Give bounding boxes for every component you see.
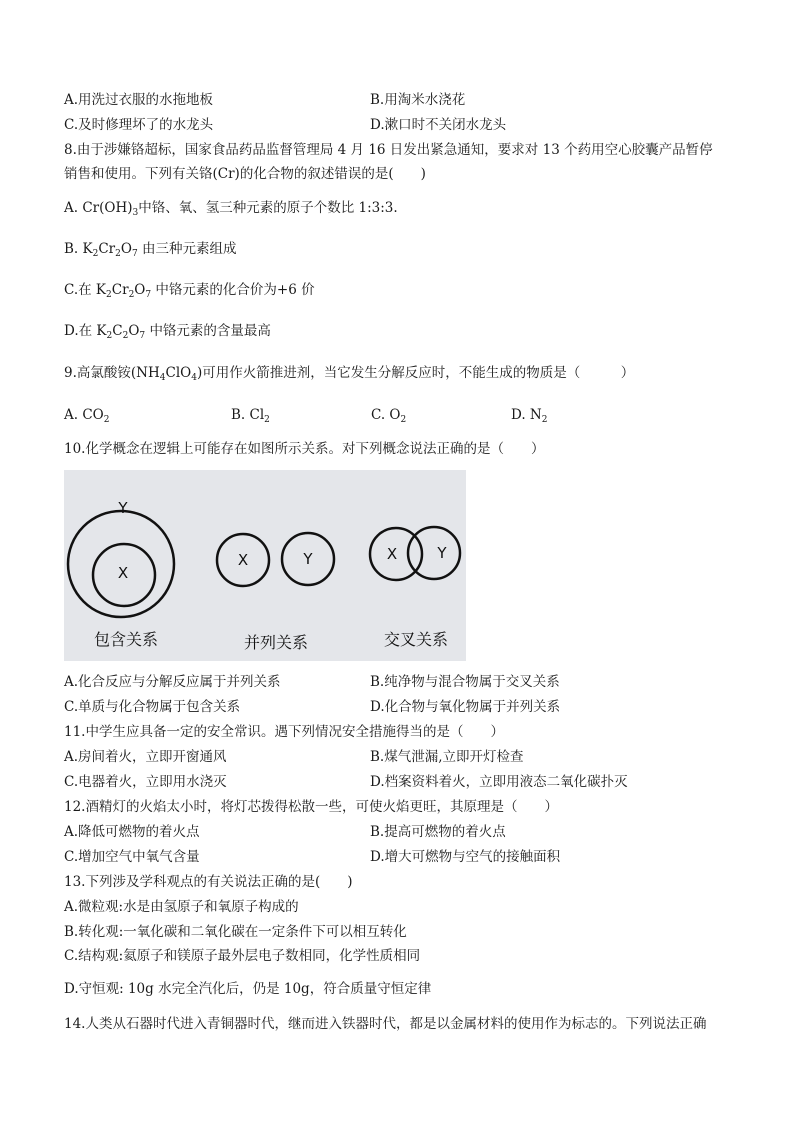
q7-option-d: D.漱口时不关闭水龙头 <box>370 117 507 133</box>
q10-option-c: C.单质与化合物属于包含关系 <box>64 699 241 715</box>
formula-part: O <box>128 323 140 339</box>
q9-option-d <box>511 406 547 424</box>
formula-part: C <box>112 323 123 339</box>
option-text: D. N <box>511 407 542 423</box>
q11-option-c: C.电器着火，立即用水浇灭 <box>64 774 227 790</box>
formula-part: Cr <box>98 241 116 257</box>
q7-option-a: A.用洗过衣服的水拖地板 <box>64 92 214 108</box>
option-text: C. O <box>371 407 401 423</box>
q13-option-a: A.微粒观:水是由氢原子和氧原子构成的 <box>64 899 299 915</box>
subscript: 2 <box>541 415 548 425</box>
concept-relationship-figure <box>64 470 466 661</box>
q11-option-a: A.房间着火，立即开窗通风 <box>64 749 227 765</box>
subscript: 7 <box>131 249 138 259</box>
q9-option-c <box>371 406 406 424</box>
q9-stem-pre: 9.高氯酸铵 <box>64 365 131 381</box>
q11-option-b: B.煤气泄漏,立即开灯检查 <box>370 749 524 765</box>
formula-part: D.在 K <box>64 323 107 339</box>
q12-option-c: C.增加空气中氧气含量 <box>64 849 200 865</box>
subscript: 2 <box>128 290 135 300</box>
formula-part: C.在 K <box>64 282 107 298</box>
cross-x-label: X <box>386 545 398 563</box>
q10-option-b: B.纯净物与混合物属于交叉关系 <box>370 674 560 690</box>
parallel-relation-label: 并列关系 <box>243 633 309 652</box>
formula-part: O <box>120 241 132 257</box>
q8-stem-line2: 销售和使用。下列有关铬(Cr)的化合物的叙述错误的是( ) <box>64 166 426 182</box>
subscript: 7 <box>145 290 152 300</box>
cross-circle-y <box>408 527 460 579</box>
subscript: 2 <box>400 415 407 425</box>
q8-stem-line1: 8.由于涉嫌铬超标，国家食品药品监督管理局 4 月 16 日发出紧急通知，要求对 13 个药用空心胶囊产品暂停 <box>64 142 713 158</box>
q11-option-d: D.档案资料着火，立即用液态二氧化碳扑灭 <box>370 774 628 790</box>
q8-option-b <box>64 240 236 258</box>
q12-stem: 12.酒精灯的火焰太小时，将灯芯拨得松散一些，可使火焰更旺，其原理是（ ） <box>64 799 558 815</box>
cross-relation-label: 交叉关系 <box>383 630 449 649</box>
subscript: 2 <box>106 331 113 341</box>
q13-stem: 13.下列涉及学科观点的有关说法正确的是( ) <box>64 874 353 890</box>
q8-b-text: 由三种元素组成 <box>141 241 237 257</box>
formula-part: B. K <box>64 241 93 257</box>
option-text: A. CO <box>64 407 104 423</box>
subscript: 2 <box>103 415 110 425</box>
q7-option-c: C.及时修理坏了的水龙头 <box>64 117 214 133</box>
contain-relation-label: 包含关系 <box>93 630 159 649</box>
q12-option-d: D.增大可燃物与空气的接触面积 <box>370 849 561 865</box>
subscript: 2 <box>264 415 270 425</box>
formula-part: Cr <box>111 282 129 298</box>
q12-option-b: B.提高可燃物的着火点 <box>370 824 506 840</box>
q8-a-formula: A. Cr(OH) <box>64 200 133 216</box>
q13-option-c: C.结构观:氦原子和镁原子最外层电子数相同，化学性质相同 <box>64 948 421 964</box>
q8-d-text: 中铬元素的含量最高 <box>149 323 271 339</box>
subscript: 2 <box>122 331 129 341</box>
q13-option-b: B.转化观:一氧化碳和二氧化碳在一定条件下可以相互转化 <box>64 924 407 940</box>
q8-option-d <box>64 322 271 340</box>
q9-stem-post: 可用作火箭推进剂，当它发生分解反应时，不能生成的物质是（ ） <box>202 365 635 381</box>
q10-option-d: D.化合物与氧化物属于并列关系 <box>370 699 561 715</box>
option-text: B. Cl <box>231 407 265 423</box>
subscript: 4 <box>159 373 166 383</box>
formula-part: (NH <box>130 365 160 381</box>
contain-y-label: Y <box>118 499 128 517</box>
q14-stem-line1: 14.人类从石器时代进入青铜器时代，继而进入铁器时代，都是以金属材料的使用作为标志的。下列说法正确 <box>64 1016 707 1032</box>
q9-option-a <box>64 406 109 424</box>
cross-y-label: Y <box>437 544 447 562</box>
relationship-diagram <box>64 470 466 661</box>
formula-part: ) <box>196 365 203 381</box>
subscript: 2 <box>115 249 121 259</box>
formula-part: O <box>134 282 146 298</box>
q8-option-a <box>64 199 398 217</box>
parallel-x-label: X <box>237 551 249 569</box>
q9-option-b <box>231 406 270 424</box>
subscript: 4 <box>191 373 197 383</box>
subscript: 2 <box>92 249 99 259</box>
q10-stem: 10.化学概念在逻辑上可能存在如图所示关系。对下列概念说法正确的是（ ） <box>64 441 545 457</box>
q8-a-text: 中铬、氧、氢三种元素的原子个数比 1:3:3. <box>138 200 398 216</box>
formula-part: ClO <box>165 365 192 381</box>
parallel-y-label: Y <box>303 550 313 568</box>
q13-option-d: D.守恒观: 10g 水完全汽化后，仍是 10g，符合质量守恒定律 <box>64 981 432 997</box>
q11-stem: 11.中学生应具备一定的安全常识。遇下列情况安全措施得当的是（ ） <box>64 724 504 740</box>
q9-stem <box>64 364 634 382</box>
q12-option-a: A.降低可燃物的着火点 <box>64 824 200 840</box>
q7-option-b: B.用淘米水浇花 <box>370 92 466 108</box>
subscript: 7 <box>139 331 146 341</box>
q10-option-a: A.化合反应与分解反应属于并列关系 <box>64 674 281 690</box>
contain-x-label: X <box>117 564 129 582</box>
q8-option-c <box>64 281 315 299</box>
q8-c-text: 中铬元素的化合价为+6 价 <box>155 282 315 298</box>
subscript: 3 <box>132 208 139 218</box>
subscript: 2 <box>106 290 112 300</box>
